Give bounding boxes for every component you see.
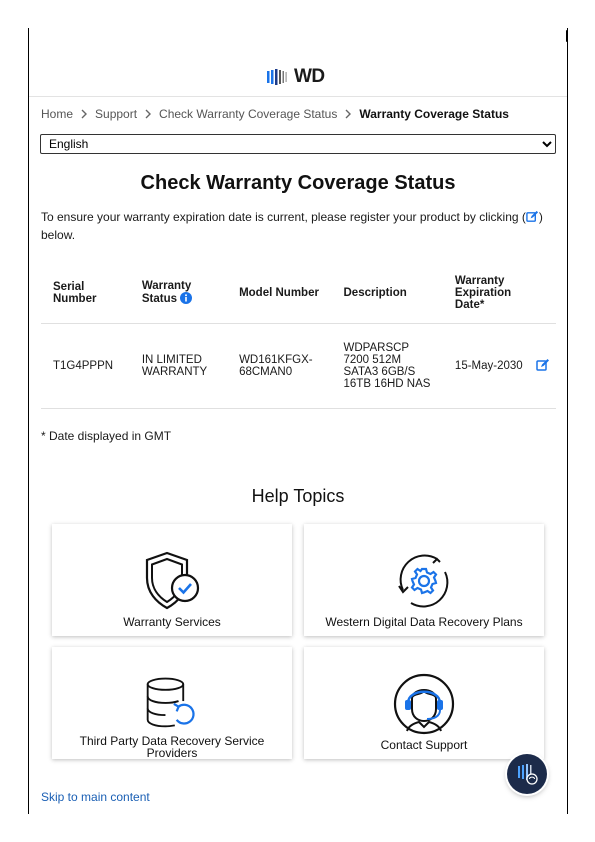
page-title: Check Warranty Coverage Status [140, 172, 456, 194]
header-warranty-status [130, 262, 227, 324]
chevron-right-icon [343, 109, 353, 119]
intro-text-before: To ensure your warranty expiration date is current, please register your product by clicking ( [41, 210, 526, 224]
page-frame-right [567, 28, 568, 814]
help-card-label: Warranty Services [123, 615, 221, 629]
help-card-contact-support[interactable] [304, 647, 544, 759]
help-card-warranty-services[interactable] [52, 524, 292, 636]
skip-to-main-content-link[interactable]: Skip to main content [41, 790, 150, 804]
header-divider [29, 96, 567, 97]
shield-check-icon [141, 550, 203, 612]
info-icon[interactable] [180, 292, 192, 304]
edit-registration-icon[interactable] [536, 358, 550, 372]
header-expiration-date: Warranty Expiration Date* [443, 262, 532, 324]
logo-text: WD [294, 66, 325, 87]
header-serial-number: Serial Number [41, 262, 130, 324]
breadcrumb-check-warranty[interactable]: Check Warranty Coverage Status [159, 107, 338, 121]
header-description: Description [332, 262, 443, 324]
chevron-right-icon [79, 109, 89, 119]
cell-warranty-status: IN LIMITED WARRANTY [130, 324, 227, 409]
cell-serial-number: T1G4PPPN [41, 324, 130, 409]
header-warranty-status-label: Warranty Status [141, 280, 192, 305]
help-card-data-recovery-plans[interactable] [304, 524, 544, 636]
intro-text [41, 208, 561, 244]
breadcrumb-home[interactable]: Home [41, 107, 74, 121]
gmt-footnote: * Date displayed in GMT [41, 429, 172, 443]
wd-logo[interactable] [267, 68, 325, 86]
wd-logo-mark-icon [267, 69, 289, 85]
cell-model-number: WD161KFGX-68CMAN0 [227, 324, 331, 409]
cell-description: WDPARSCP 7200 512M SATA3 6GB/S 16TB 16HD NAS [332, 324, 443, 409]
table-row [41, 324, 556, 409]
header-actions [532, 262, 556, 324]
help-card-label: Contact Support [380, 738, 468, 752]
chat-widget-button[interactable] [507, 754, 547, 794]
edit-icon [526, 210, 539, 223]
cell-actions [532, 324, 556, 409]
chevron-right-icon [143, 109, 153, 119]
page-frame-left [28, 28, 29, 814]
help-card-label: Third Party Data Recovery Service Providers [79, 734, 265, 760]
help-card-label: Western Digital Data Recovery Plans [325, 615, 523, 629]
breadcrumb [41, 107, 509, 121]
database-refresh-icon [141, 673, 203, 731]
gear-refresh-icon [393, 550, 455, 612]
breadcrumb-current: Warranty Coverage Status [359, 107, 509, 121]
scroll-indicator [566, 30, 568, 42]
help-topics-title: Help Topics [251, 486, 345, 506]
headset-agent-icon [393, 673, 455, 735]
chat-support-icon [515, 762, 539, 786]
breadcrumb-support[interactable]: Support [95, 107, 138, 121]
table-header-row [41, 262, 556, 324]
intro-text-after: ) below. [41, 210, 543, 242]
help-card-third-party-recovery[interactable] [52, 647, 292, 759]
cell-expiration-date: 15-May-2030 [443, 324, 532, 409]
language-select[interactable] [40, 134, 556, 154]
warranty-table [41, 262, 556, 409]
header-model-number: Model Number [227, 262, 331, 324]
